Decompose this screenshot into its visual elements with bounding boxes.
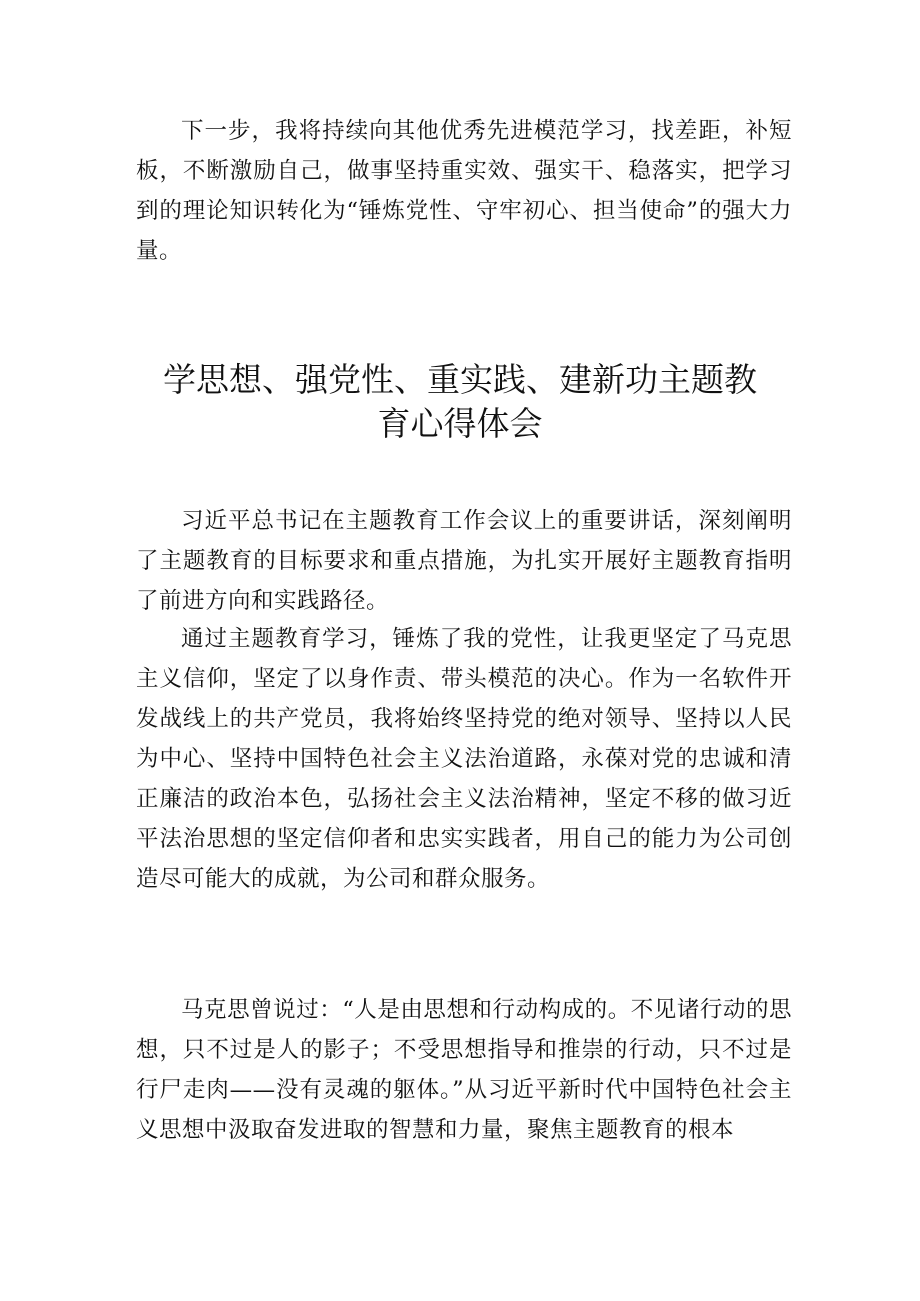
body-paragraph-2: 通过主题教育学习，锤炼了我的党性，让我更坚定了马克思主义信仰，坚定了以身作责、带头模范的决心。作为一名软件开发战线上的共产党员，我将始终坚持党的绝对领导、坚持以人民为中心、坚持中国特色社会主义法治道路，永葆对党的忠诚和清正廉洁的政治本色，弘扬社会主义法治精神，坚定不移的做习近平法治思想的坚定信仰者和忠实实践者，用自己的能力为公司创造尽可能大的成就，为公司和群众服务。 — [136, 626, 792, 892]
body-paragraph-3: 马克思曾说过：“人是由思想和行动构成的。不见诸行动的思想，只不过是人的影子；不受思想指导和推崇的行动，只不过是行尸走肉——没有灵魂的躯体。”从习近平新时代中国特色社会主义思想中汲取奋发进取的智慧和力量，聚焦主题教育的根本 — [136, 997, 792, 1143]
body-paragraph-1: 习近平总书记在主题教育工作会议上的重要讲话，深刻阐明了主题教育的目标要求和重点措施，为扎实开展好主题教育指明了前进方向和实践路径。 — [136, 508, 792, 614]
document-title — [120, 358, 800, 446]
title-line-1: 学思想、强党性、重实践、建新功主题教 — [163, 360, 757, 399]
intro-paragraph: 下一步，我将持续向其他优秀先进模范学习，找差距，补短板，不断激励自己，做事坚持重实效、强实干、稳落实，把学习到的理论知识转化为“锤炼党性、守牢初心、担当使命”的强大力量。 — [136, 118, 792, 264]
title-line-2: 育心得体会 — [377, 404, 543, 443]
